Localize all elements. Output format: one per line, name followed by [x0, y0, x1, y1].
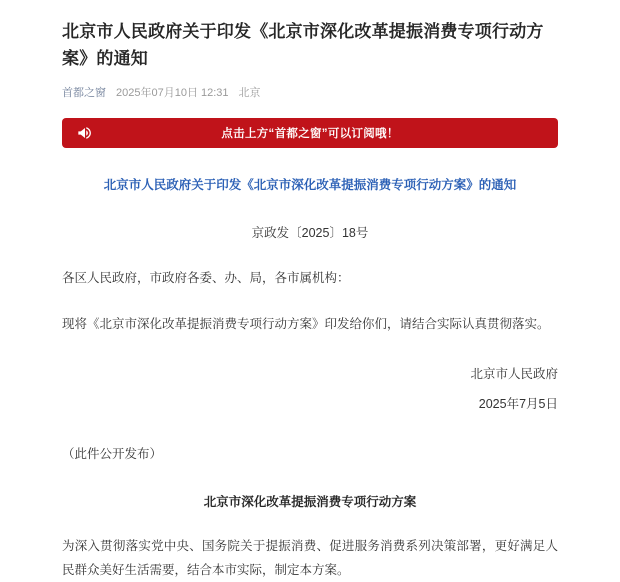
article-date: 2025年07月10日 12:31	[116, 87, 229, 99]
document-salutation: 各区人民政府，市政府各委、办、局，各市属机构：	[62, 271, 350, 285]
subscribe-banner-text: 点击上方“首都之窗”可以订阅哦！	[221, 128, 399, 140]
subscribe-banner[interactable]	[62, 118, 558, 148]
subscribe-banner-wrap	[0, 100, 620, 148]
article-location: 北京	[238, 87, 261, 99]
document-public-note: （此件公开发布）	[62, 447, 163, 461]
document-number: 京政发〔2025〕18号	[251, 226, 369, 240]
article-meta	[0, 72, 620, 100]
document-body	[0, 174, 620, 582]
document-section-title: 北京市深化改革提振消费专项行动方案	[203, 495, 417, 509]
page-title: 北京市人民政府关于印发《北京市深化改革提振消费专项行动方案》的通知	[62, 22, 544, 68]
document-section-paragraph: 为深入贯彻落实党中央、国务院关于提振消费、促进服务消费系列决策部署，更好满足人民群众美好生活需要，结合本市实际，制定本方案。	[62, 539, 558, 577]
megaphone-icon	[74, 122, 96, 144]
document-body-paragraph: 现将《北京市深化改革提振消费专项行动方案》印发给你们，请结合实际认真贯彻落实。	[62, 317, 550, 331]
article-source[interactable]: 首都之窗	[62, 87, 106, 99]
document-signature: 北京市人民政府	[470, 367, 558, 381]
document-signature-date: 2025年7月5日	[478, 397, 558, 411]
document-headline: 北京市人民政府关于印发《北京市深化改革提振消费专项行动方案》的通知	[103, 178, 517, 192]
